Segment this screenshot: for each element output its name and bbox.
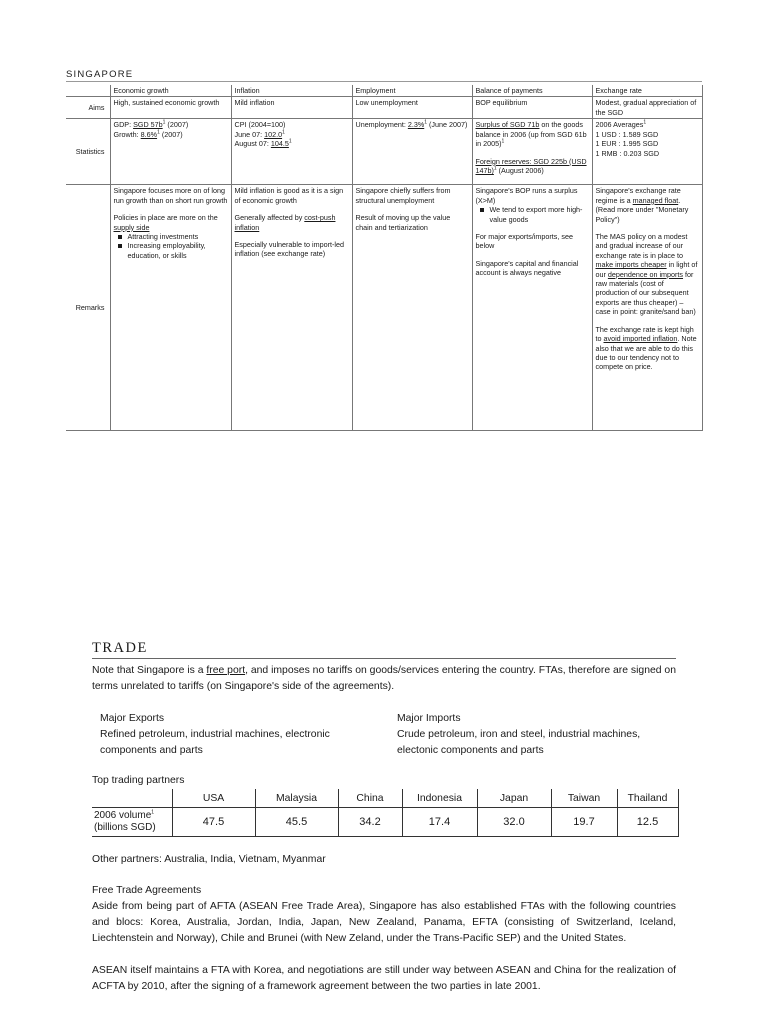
table-row-aims (66, 97, 702, 119)
gdp-value: SGD 57b (133, 120, 163, 130)
remarks-employment: Singapore chiefly suffers from structural unemployment Result of moving up the value chain and tertiarization (352, 185, 472, 431)
cost-push-term: cost-push inflation (234, 213, 336, 232)
growth-value: 8.6% (140, 129, 158, 139)
fta-paragraph-1: Aside from being part of AFTA (ASEAN Free Trade Area), Singapore has also established FTAs with the following countries and blocs: Korea, Australia, Jordan, India, Japan, New Zealand, Panama, EFTA (consisting of Switzerland, Iceland, Liechtenstein and Norway), Chile and Brunei (with New Zeland, under the Trans-Pacific SEP) and the United States. (92, 901, 676, 944)
major-imports (397, 711, 682, 759)
exports-heading: Major Exports (100, 713, 165, 724)
trade-intro: Note that Singapore is a free port, and imposes no tariffs on goods/services entering the country. FTAs, therefore are signed on terms unrelated to tariffs (on Singapore's side of the agreements). (92, 665, 676, 692)
trade-title: TRADE (92, 640, 148, 656)
partner-volume: 45.5 (255, 808, 338, 837)
managed-float-term: managed float (632, 195, 679, 205)
partner-volume: 17.4 (402, 808, 477, 837)
row-label-remarks: Remarks (66, 185, 110, 431)
aims-inflation: Mild inflation (231, 97, 352, 119)
partners-header-row (92, 789, 678, 808)
exports-text: Refined petroleum, industrial machines, electronic components and parts (100, 729, 330, 756)
supply-side-term: supply side (113, 222, 150, 232)
fta-paragraph-2: ASEAN itself maintains a FTA with Korea, and negotiations are still under way between ASEAN and China for the realization of ACFTA by 2010, after the signing of a framework agreement between the two parties in late 2001. (92, 965, 676, 992)
rate-usd: 1 USD : 1.589 SGD (595, 129, 659, 139)
partner-volume: 19.7 (551, 808, 617, 837)
partner-volume: 32.0 (477, 808, 551, 837)
imports-text: Crude petroleum, iron and steel, industrial machines, electonic components and parts (397, 729, 641, 756)
free-port-term: free port (206, 665, 246, 676)
foreign-reserves: Foreign reserves: SGD 225b (USD 147b) (475, 156, 587, 176)
row-label-aims: Aims (66, 97, 110, 119)
partner-country: Thailand (617, 789, 678, 808)
fta-heading: Free Trade Agreements (92, 885, 202, 896)
partner-country: Indonesia (402, 789, 477, 808)
stats-growth: GDP: SGD $57b^1$ (2007) Growth: 8.6%$^1$ (2007) (110, 119, 231, 185)
cpi-august-value: 104.5 (270, 139, 289, 149)
partner-country: USA (172, 789, 255, 808)
singapore-economy-table (66, 85, 703, 431)
trade-title-rule (92, 658, 676, 659)
col-header-exchange: Exchange rate (592, 85, 702, 97)
remarks-bop: Singapore's BOP runs a surplus (X>M) We tend to export more high-value goods For major exports/imports, see below Singapore's capital and financial account is always negative (472, 185, 592, 431)
cpi-june-value: 102.0 (264, 129, 283, 139)
trading-partners-table (92, 789, 679, 837)
aims-exchange: Modest, gradual appreciation of the SGD (592, 97, 702, 119)
remarks-growth: Singapore focuses more on of long run growth than on short run growth Policies in place are more on the supply side Attracting investments Increasing employability, education, or skills (110, 185, 231, 431)
col-header-growth: Economic growth (110, 85, 231, 97)
partners-row-label: 2006 volume$^1$ (billions SGD) (92, 808, 172, 837)
partner-country: China (338, 789, 402, 808)
stats-employment: Unemployment: 2.3%$^1$ (June 2007) (352, 119, 472, 185)
stats-exchange: 2006 Averages$^1$ 1 USD : 1.589 SGD 1 EUR : 1.995 SGD 1 RMB : 0.203 SGD (592, 119, 702, 185)
list-item: We tend to export more high-value goods (490, 205, 589, 224)
singapore-title-rule (66, 81, 702, 82)
remarks-exchange: Singapore's exchange rate regime is a managed float. (Read more under "Monetary Policy") The MAS policy on a modest and gradual increase of our exchange rate is in place to make imports cheaper in light of our dependence on imports for raw materials (cost of production of our subsequent exports are thus cheaper) – case in point: granite/sand ban) The exchange rate is kept high to avoid imported inflation. Note also that we are able to do this due to our tendency not to compete on price. (592, 185, 702, 431)
partners-heading: Top trading partners (92, 775, 185, 786)
partner-country: Malaysia (255, 789, 338, 808)
list-item: Attracting investments (128, 232, 228, 241)
rate-rmb: 1 RMB : 0.203 SGD (595, 148, 660, 158)
bop-list (476, 205, 589, 224)
aims-bop: BOP equilibrium (472, 97, 592, 119)
other-partners: Other partners: Australia, India, Vietnam, Myanmar (92, 854, 326, 865)
table-row-remarks (66, 185, 702, 431)
list-item: Increasing employability, education, or skills (128, 241, 228, 260)
col-header-bop: Balance of payments (472, 85, 592, 97)
aims-growth: High, sustained economic growth (110, 97, 231, 119)
stats-bop: Surplus of SGD 71b on the goods balance in 2006 (up from SGD 61b in 2005)$^1$ Foreign reserves: SGD 225b (USD 147b)$^1$ (August 2006) (472, 119, 592, 185)
rate-eur: 1 EUR : 1.995 SGD (595, 139, 659, 149)
table-row-statistics (66, 119, 702, 185)
partner-country: Taiwan (551, 789, 617, 808)
singapore-title: SINGAPORE (66, 69, 134, 80)
growth-policy-list (114, 232, 228, 260)
partner-volume: 12.5 (617, 808, 678, 837)
partner-volume: 47.5 (172, 808, 255, 837)
aims-employment: Low unemployment (352, 97, 472, 119)
bop-surplus: Surplus of SGD 71b (475, 120, 540, 130)
partners-value-row (92, 808, 678, 837)
row-label-statistics: Statistics (66, 119, 110, 185)
col-header-employment: Employment (352, 85, 472, 97)
partner-country: Japan (477, 789, 551, 808)
imports-heading: Major Imports (397, 713, 461, 724)
partner-volume: 34.2 (338, 808, 402, 837)
major-exports (100, 711, 380, 759)
col-header-inflation: Inflation (231, 85, 352, 97)
remarks-inflation: Mild inflation is good as it is a sign of economic growth Generally affected by cost-push inflation Especially vulnerable to import-led inflation (see exchange rate) (231, 185, 352, 431)
stats-inflation: CPI (2004=100) June 07: 102.0$^1$ August 07: 104.5$^1$ (231, 119, 352, 185)
table-corner-cell (66, 85, 110, 97)
table-header-row (66, 85, 702, 97)
unemployment-value: 2.3% (407, 120, 425, 130)
